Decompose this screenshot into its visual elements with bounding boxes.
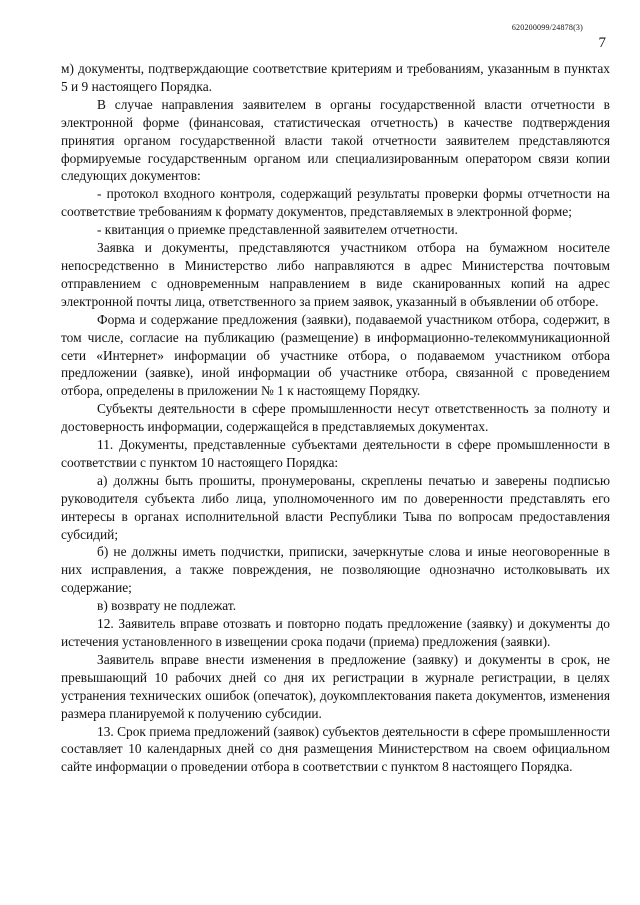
paragraph-application-form: Форма и содержание предложения (заявки), подаваемой участником отбора, содержит, в том числе, согласие на публикацию (размещение) в информационно-телекоммуникационной сети «Интернет» информации об участнике отбора, о подаваемом участником отбора предложении (заявке), иной информации об участнике отбора, связанной с проведением отбора, определены в приложении № 1 к настоящему Порядку.	[61, 311, 610, 399]
paragraph-section-12: 12. Заявитель вправе отозвать и повторно подать предложение (заявку) и документы до истечения установленного в извещении срока подачи (приема) предложения (заявки).	[61, 616, 610, 649]
paragraph-input-control-protocol: - протокол входного контроля, содержащий результаты проверки формы отчетности на соответствие требованиям к формату документов, представляемых в электронной форме;	[61, 186, 610, 220]
paragraph-paper-submission: Заявка и документы, представляются участником отбора на бумажном носителе непосредственно в Министерство либо направляются в адрес Министерства почтовым отправлением с одновременным направлением в виде сканированных копий на адрес электронной почты лица, ответственного за прием заявок, указанный в объявлении об отборе.	[61, 240, 610, 309]
paragraph-section-13: 13. Срок приема предложений (заявок) субъектов деятельности в сфере промышленности составляет 10 календарных дней со дня размещения Министерством на своем официальном сайте информации о проведении отбора в соответствии с пунктом 8 настоящего Порядка.	[61, 723, 610, 775]
document-body	[61, 60, 610, 776]
paragraph-responsibility: Субъекты деятельности в сфере промышленности несут ответственность за полноту и достоверность информации, содержащейся в представляемых документах.	[61, 401, 610, 435]
paragraph-item-m: м) документы, подтверждающие соответствие критериям и требованиям, указанным в пунктах 5 и 9 настоящего Порядка.	[61, 61, 610, 94]
paragraph-11-b: б) не должны иметь подчистки, приписки, зачеркнутые слова и иные неоговоренные в них исправления, а также повреждения, не позволяющие однозначно истолковывать их содержание;	[61, 544, 610, 596]
page-number: 7	[598, 35, 606, 51]
paragraph-electronic-reporting: В случае направления заявителем в органы государственной власти отчетности в электронной форме (финансовая, статистическая отчетность) в качестве подтверждения принятия органом государственной власти такой отчетности заявителем представляются формируемые государственным органом или специализированным оператором связи копии следующих документов:	[61, 96, 610, 184]
paragraph-11-a: а) должны быть прошиты, пронумерованы, скреплены печатью и заверены подписью руководителя субъекта либо лица, уполномоченного им по доверенности представлять его интересы в органах исполнительной власти Республики Тыва по вопросам предоставления субсидий;	[61, 472, 610, 542]
paragraph-receipt: - квитанция о приемке представленной заявителем отчетности.	[97, 222, 458, 238]
paragraph-11-v: в) возврату не подлежат.	[97, 598, 237, 614]
paragraph-section-11: 11. Документы, представленные субъектами деятельности в сфере промышленности в соответствии с пунктом 10 настоящего Порядка:	[61, 437, 610, 470]
paragraph-12-changes: Заявитель вправе внести изменения в предложение (заявку) и документы в срок, не превышающий 10 рабочих дней со дня их регистрации в журнале регистрации, в целях устранения технических ошибок (опечаток), доукомплектования пакета документов, изменения размера планируемой к получению субсидии.	[61, 651, 610, 721]
document-id: 620200099/24878(3)	[511, 23, 583, 32]
